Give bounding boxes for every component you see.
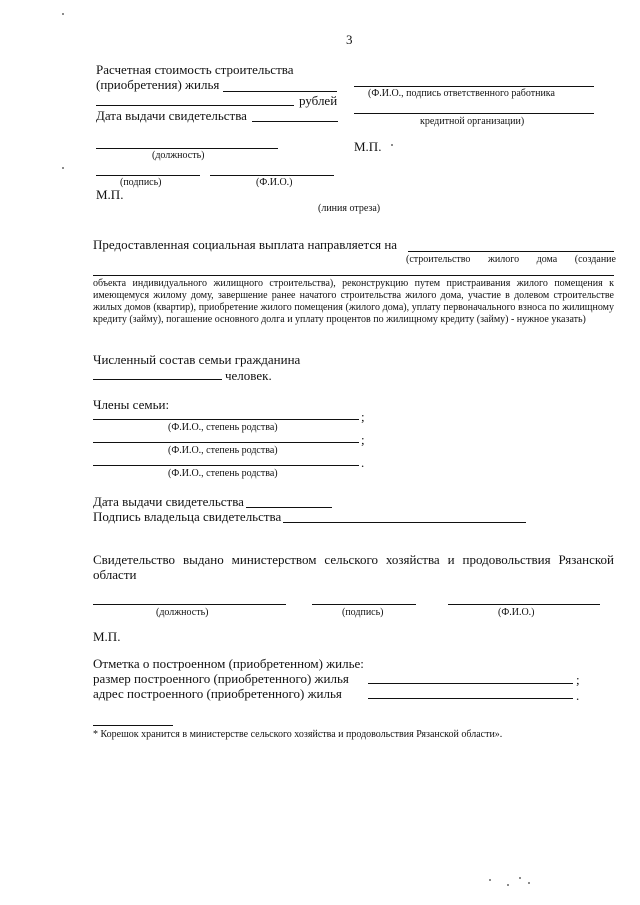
payment-caption [406,254,616,266]
housing-size-label: размер построенного (приобретенного) жилья [93,671,349,686]
payment-description: объекта индивидуального жилищного строительства), реконструкцию путем пристраивания жилого помещения к имеющемуся жилому дому, завершение ранее начатого строительства жилого дома, участие в долевом строительстве жилых домов (квартир), приобретение жилого помещения (жилого дома), уплату первоначального взноса по жилищному кредиту (займу), погашение основного долга и уплату процентов по жилищному кредиту (займу) - нужное указать) [93,278,614,325]
fio-caption: (Ф.И.О.) [256,177,293,188]
scan-speck [519,877,521,879]
issuer-fio-line [448,604,600,605]
housing-address-period: . [576,688,580,703]
payment-caption-word: (строительство [406,254,471,265]
stamp-label: М.П. [96,187,124,202]
rubles-label: рублей [299,93,338,108]
family-size-label: Численный состав семьи гражданина [93,352,301,367]
payment-caption-word: дома [536,254,558,265]
credit-org-caption: кредитной организации) [420,116,525,127]
housing-size-line [368,683,573,684]
signature-caption: (подпись) [120,177,162,188]
calc-cost-field-line [223,91,337,92]
family-member-line [93,465,359,466]
housing-address-label: адрес построенного (приобретенного) жилья [93,686,342,701]
payment-lead: Предоставленная социальная выплата направляется на [93,237,398,252]
family-member-caption: (Ф.И.О., степень родства) [168,468,278,479]
family-member-line [93,419,359,420]
issuer-fio-caption: (Ф.И.О.) [498,607,535,618]
issue-date-label-2: Дата выдачи свидетельства [93,494,244,509]
footnote-separator [93,725,173,726]
scan-speck [507,884,509,886]
signature-field-line [96,175,200,176]
scan-speck [489,879,491,881]
housing-mark-label: Отметка о построенном (приобретенном) жилье: [93,656,364,671]
owner-signature-label: Подпись владельца свидетельства [93,509,282,524]
right-stamp-label: М.П. [354,139,382,154]
family-size-line [93,379,222,380]
owner-signature-line [283,522,526,523]
family-member-semicolon: ; [361,409,365,424]
page-number: 3 [346,32,353,47]
issuer-position-caption: (должность) [156,607,209,618]
responsible-fio-line [354,86,594,87]
issued-by-text-line2: области [93,567,137,582]
housing-address-line [368,698,573,699]
housing-size-semicolon: ; [576,672,580,687]
scan-speck [62,167,64,169]
footnote-text: * Корешок хранится в министерстве сельского хозяйства и продовольствия Рязанской области». [93,729,503,740]
fio-field-line [210,175,334,176]
issue-date-line-2 [246,507,332,508]
position-caption: (должность) [152,150,205,161]
family-members-label: Члены семьи: [93,397,170,412]
credit-org-line [354,113,594,114]
issued-by-text-line1: Свидетельство выдано министерством сельского хозяйства и продовольствия Рязанской [93,552,614,567]
responsible-fio-caption: (Ф.И.О., подпись ответственного работника [368,88,555,99]
issuer-signature-line [312,604,416,605]
calc-cost-label-line2: (приобретения) жилья [96,77,220,92]
position-field-line [96,148,278,149]
issue-date-field-line [252,121,338,122]
issuer-stamp-label: М.П. [93,629,121,644]
family-member-caption: (Ф.И.О., степень родства) [168,422,278,433]
payment-purpose-line [408,251,614,252]
payment-caption-word: (создание [574,254,616,265]
issuer-position-line [93,604,286,605]
issuer-signature-caption: (подпись) [342,607,384,618]
calc-cost-label-line1: Расчетная стоимость строительства [96,62,294,77]
payment-purpose-line2 [93,275,614,276]
speck-mark [391,144,393,146]
calc-cost-field-line2 [96,105,294,106]
issue-date-label: Дата выдачи свидетельства [96,108,247,123]
scan-speck [62,13,64,15]
family-member-semicolon: ; [361,432,365,447]
payment-caption-word: жилого [487,254,520,265]
cut-line-caption: (линия отреза) [318,203,381,214]
scan-speck [528,882,530,884]
persons-label: человек. [225,368,272,383]
family-member-line [93,442,359,443]
family-member-caption: (Ф.И.О., степень родства) [168,445,278,456]
family-member-period: . [361,455,365,470]
